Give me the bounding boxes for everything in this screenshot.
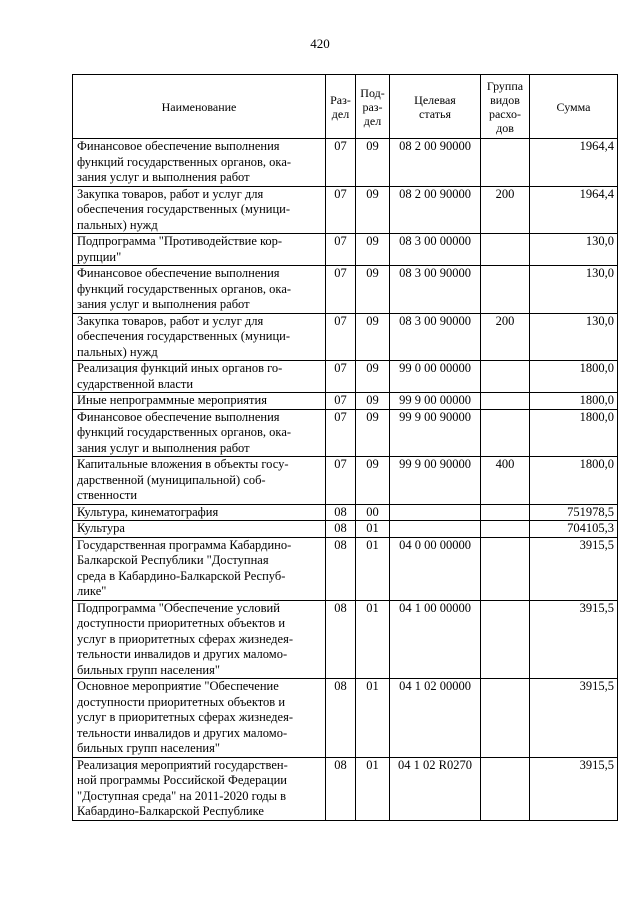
cell-section: 07: [326, 139, 356, 187]
cell-target-article: 04 1 02 R0270: [390, 757, 481, 820]
cell-subsection: 09: [356, 457, 390, 505]
header-expense-group: Группа видов расхо- дов: [481, 75, 530, 139]
cell-target-article: 08 3 00 90000: [390, 313, 481, 361]
cell-target-article: 08 2 00 90000: [390, 186, 481, 234]
cell-section: 07: [326, 186, 356, 234]
table-row: [73, 361, 618, 393]
cell-section: 07: [326, 457, 356, 505]
cell-name: Иные непрограммные мероприятия: [73, 393, 326, 410]
cell-amount: 1800,0: [530, 393, 618, 410]
page-number: 420: [310, 36, 330, 51]
table-row: [73, 600, 618, 679]
cell-amount: 1800,0: [530, 409, 618, 457]
cell-expense-group: [481, 537, 530, 600]
table-row: [73, 457, 618, 505]
cell-subsection: 09: [356, 234, 390, 266]
cell-amount: 3915,5: [530, 679, 618, 758]
table-row: [73, 266, 618, 314]
table-row: [73, 409, 618, 457]
cell-section: 07: [326, 266, 356, 314]
cell-subsection: 01: [356, 679, 390, 758]
cell-name: Основное мероприятие "Обеспечение доступности приоритетных объектов и услуг в приоритетных сферах жизнедея- тельности инвалидов и других маломо- бильных групп населения": [73, 679, 326, 758]
cell-name: Государственная программа Кабардино- Балкарской Республики "Доступная среда в Кабардино-Балкарской Респуб- лике": [73, 537, 326, 600]
cell-section: 08: [326, 521, 356, 538]
cell-amount: 3915,5: [530, 600, 618, 679]
cell-amount: 130,0: [530, 266, 618, 314]
cell-section: 08: [326, 600, 356, 679]
cell-amount: 130,0: [530, 313, 618, 361]
cell-name: Финансовое обеспечение выполнения функций государственных органов, ока- зания услуг и выполнения работ: [73, 409, 326, 457]
cell-name: Капитальные вложения в объекты госу- дарственной (муниципальной) соб- ственности: [73, 457, 326, 505]
cell-name: Подпрограмма "Обеспечение условий доступности приоритетных объектов и услуг в приоритетных сферах жизнедея- тельности инвалидов и других маломо- бильных групп населения": [73, 600, 326, 679]
table-row: [73, 313, 618, 361]
cell-expense-group: 400: [481, 457, 530, 505]
cell-name: Реализация функций иных органов го- сударственной власти: [73, 361, 326, 393]
table-row: [73, 679, 618, 758]
cell-amount: 1964,4: [530, 186, 618, 234]
cell-expense-group: 200: [481, 186, 530, 234]
table-row: [73, 537, 618, 600]
cell-expense-group: [481, 521, 530, 538]
cell-name: Реализация мероприятий государствен- ной программы Российской Федерации "Доступная среда" на 2011-2020 годы в Кабардино-Балкарской Республике: [73, 757, 326, 820]
cell-target-article: 99 9 00 90000: [390, 409, 481, 457]
cell-target-article: 04 0 00 00000: [390, 537, 481, 600]
cell-section: 07: [326, 409, 356, 457]
cell-expense-group: [481, 393, 530, 410]
cell-name: Культура: [73, 521, 326, 538]
cell-target-article: 99 9 00 90000: [390, 457, 481, 505]
header-subsection: Под- раз- дел: [356, 75, 390, 139]
table-row: [73, 139, 618, 187]
cell-name: Подпрограмма "Противодействие кор- рупции": [73, 234, 326, 266]
cell-section: 07: [326, 361, 356, 393]
cell-expense-group: 200: [481, 313, 530, 361]
cell-amount: 130,0: [530, 234, 618, 266]
header-amount: Сумма: [530, 75, 618, 139]
cell-expense-group: [481, 266, 530, 314]
table-row: [73, 521, 618, 538]
cell-amount: 3915,5: [530, 757, 618, 820]
cell-target-article: 99 9 00 00000: [390, 393, 481, 410]
cell-expense-group: [481, 234, 530, 266]
cell-amount: 704105,3: [530, 521, 618, 538]
table-body: [73, 139, 618, 821]
table-row: [73, 234, 618, 266]
cell-subsection: 09: [356, 266, 390, 314]
cell-expense-group: [481, 139, 530, 187]
cell-amount: 751978,5: [530, 504, 618, 521]
cell-target-article: 04 1 00 00000: [390, 600, 481, 679]
cell-expense-group: [481, 757, 530, 820]
cell-expense-group: [481, 361, 530, 393]
cell-subsection: 09: [356, 361, 390, 393]
cell-subsection: 01: [356, 537, 390, 600]
cell-target-article: [390, 521, 481, 538]
table-header: [73, 75, 618, 139]
cell-name: Финансовое обеспечение выполнения функций государственных органов, ока- зания услуг и выполнения работ: [73, 139, 326, 187]
table-row: [73, 757, 618, 820]
cell-subsection: 09: [356, 139, 390, 187]
cell-amount: 1800,0: [530, 457, 618, 505]
budget-table: [72, 74, 618, 821]
cell-expense-group: [481, 600, 530, 679]
cell-target-article: 99 0 00 00000: [390, 361, 481, 393]
header-section: Раз- дел: [326, 75, 356, 139]
cell-amount: 1800,0: [530, 361, 618, 393]
cell-subsection: 01: [356, 600, 390, 679]
cell-section: 07: [326, 393, 356, 410]
cell-target-article: 08 2 00 90000: [390, 139, 481, 187]
table-row: [73, 393, 618, 410]
cell-target-article: 08 3 00 90000: [390, 266, 481, 314]
cell-section: 08: [326, 679, 356, 758]
cell-name: Культура, кинематография: [73, 504, 326, 521]
cell-name: Закупка товаров, работ и услуг для обеспечения государственных (муници- пальных) нужд: [73, 313, 326, 361]
cell-target-article: 04 1 02 00000: [390, 679, 481, 758]
cell-subsection: 09: [356, 313, 390, 361]
cell-subsection: 09: [356, 186, 390, 234]
cell-target-article: 08 3 00 00000: [390, 234, 481, 266]
table-row: [73, 186, 618, 234]
cell-section: 07: [326, 234, 356, 266]
header-name: Наименование: [73, 75, 326, 139]
cell-section: 08: [326, 757, 356, 820]
cell-subsection: 00: [356, 504, 390, 521]
cell-subsection: 09: [356, 393, 390, 410]
cell-section: 08: [326, 504, 356, 521]
cell-amount: 3915,5: [530, 537, 618, 600]
cell-section: 07: [326, 313, 356, 361]
cell-expense-group: [481, 679, 530, 758]
cell-subsection: 01: [356, 757, 390, 820]
header-target-article: Целевая статья: [390, 75, 481, 139]
cell-name: Закупка товаров, работ и услуг для обеспечения государственных (муници- пальных) нужд: [73, 186, 326, 234]
cell-section: 08: [326, 537, 356, 600]
table-row: [73, 504, 618, 521]
cell-expense-group: [481, 409, 530, 457]
cell-expense-group: [481, 504, 530, 521]
cell-amount: 1964,4: [530, 139, 618, 187]
cell-subsection: 01: [356, 521, 390, 538]
cell-subsection: 09: [356, 409, 390, 457]
cell-name: Финансовое обеспечение выполнения функций государственных органов, ока- зания услуг и выполнения работ: [73, 266, 326, 314]
cell-target-article: [390, 504, 481, 521]
